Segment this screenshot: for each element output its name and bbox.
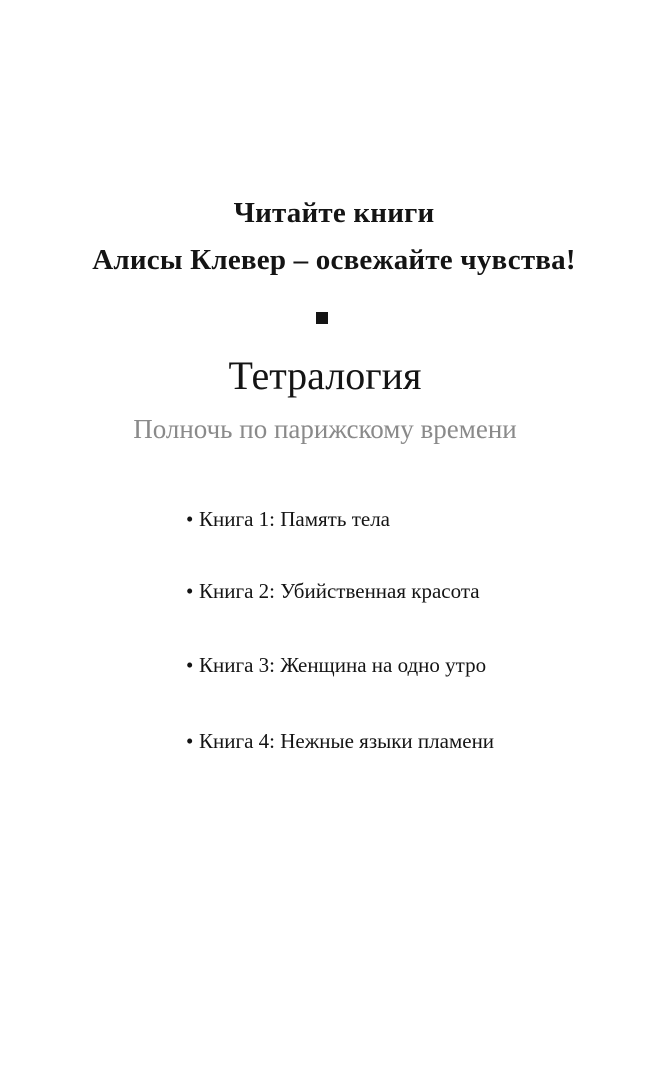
book-list-item [186, 655, 486, 676]
book-title: Книга 3: Женщина на одно утро [199, 653, 487, 677]
book-title: Книга 4: Нежные языки пламени [199, 729, 495, 753]
series-type-heading: Тетралогия [228, 353, 422, 398]
bullet-icon: • [186, 579, 194, 603]
promo-line-2: Алисы Клевер – освежайте чувства! [92, 244, 576, 276]
book-title: Книга 1: Память тела [199, 507, 390, 531]
book-list-item [186, 509, 390, 530]
bullet-icon: • [186, 653, 194, 677]
bullet-icon: • [186, 729, 194, 753]
book-list-item [186, 581, 480, 602]
square-separator-icon [316, 312, 328, 324]
promo-line-1: Читайте книги [233, 197, 435, 229]
book-list-item [186, 731, 494, 752]
bullet-icon: • [186, 507, 194, 531]
series-name-subtitle: Полночь по парижскому времени [133, 414, 517, 444]
book-title: Книга 2: Убийственная красота [199, 579, 480, 603]
